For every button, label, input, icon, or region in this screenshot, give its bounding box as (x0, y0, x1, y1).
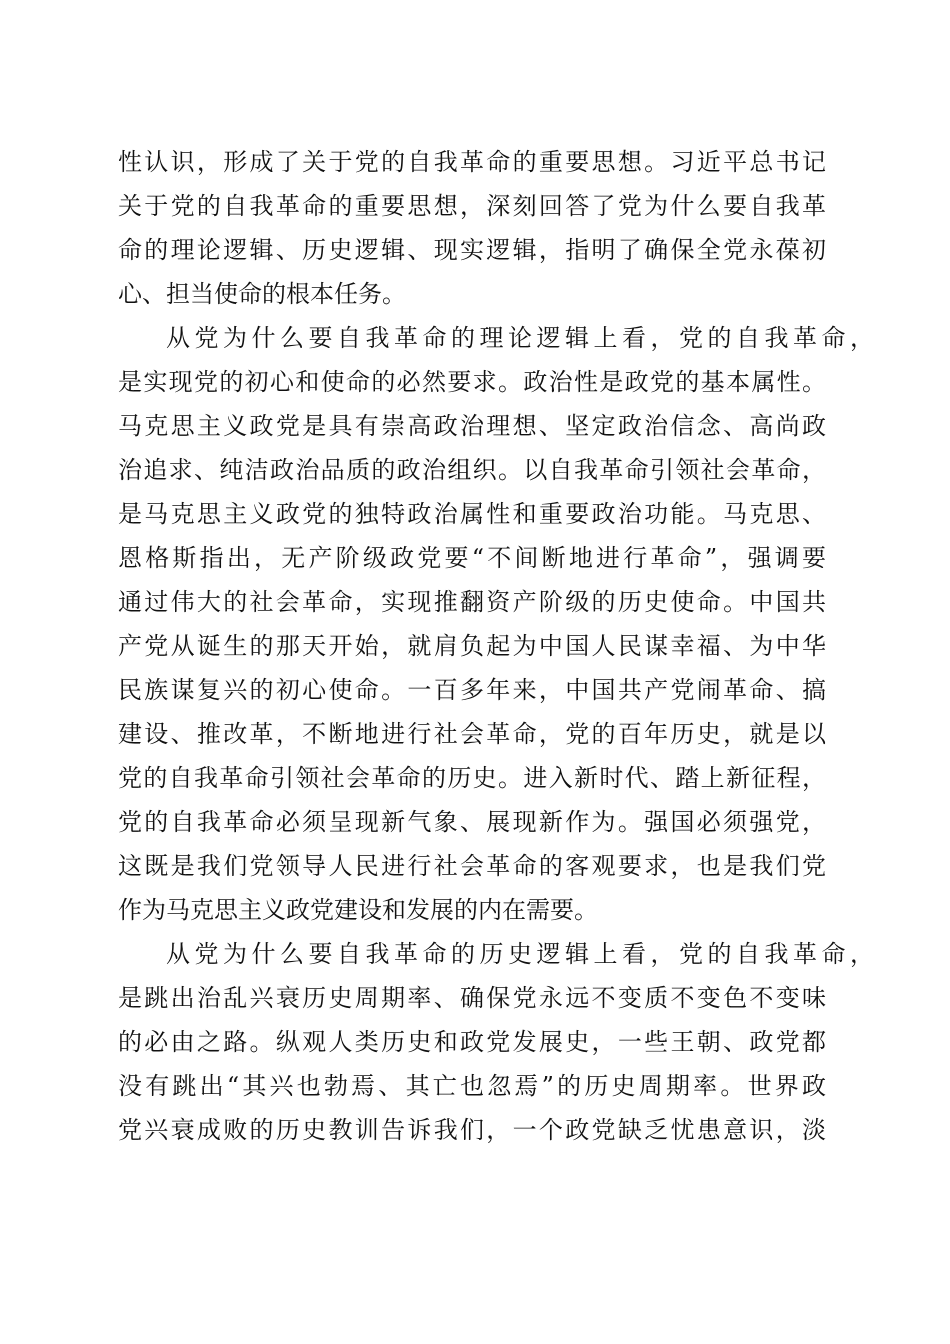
text-line: 党的自我革命引领社会革命的历史。进入新时代、踏上新征程， (118, 764, 826, 792)
text-line: 是跳出治乱兴衰历史周期率、确保党永远不变质不变色不变味 (118, 984, 826, 1012)
text-line: 马克思主义政党是具有崇高政治理想、坚定政治信念、高尚政 (118, 412, 826, 440)
text-line: 建设、推改革，不断地进行社会革命，党的百年历史，就是以 (118, 720, 826, 748)
text-line: 命的理论逻辑、历史逻辑、现实逻辑，指明了确保全党永葆初 (118, 236, 826, 264)
text-line: 治追求、纯洁政治品质的政治组织。以自我革命引领社会革命， (118, 456, 826, 484)
text-line: 从党为什么要自我革命的历史逻辑上看，党的自我革命， (166, 940, 874, 968)
text-line: 恩格斯指出，无产阶级政党要“不间断地进行革命”，强调要 (118, 544, 826, 572)
text-line: 关于党的自我革命的重要思想，深刻回答了党为什么要自我革 (118, 192, 826, 220)
text-line: 产党从诞生的那天开始，就肩负起为中国人民谋幸福、为中华 (118, 632, 826, 660)
text-line: 党的自我革命必须呈现新气象、展现新作为。强国必须强党， (118, 808, 826, 836)
text-line: 民族谋复兴的初心使命。一百多年来，中国共产党闹革命、搞 (118, 676, 826, 704)
text-line: 心、担当使命的根本任务。 (118, 280, 406, 308)
text-line: 性认识，形成了关于党的自我革命的重要思想。习近平总书记 (118, 148, 826, 176)
text-line: 从党为什么要自我革命的理论逻辑上看，党的自我革命， (166, 324, 874, 352)
text-line: 是马克思主义政党的独特政治属性和重要政治功能。马克思、 (118, 500, 826, 528)
document-body (118, 140, 874, 1152)
text-line: 没有跳出“其兴也勃焉、其亡也忽焉”的历史周期率。世界政 (118, 1072, 826, 1100)
text-line: 通过伟大的社会革命，实现推翻资产阶级的历史使命。中国共 (118, 588, 826, 616)
text-line: 是实现党的初心和使命的必然要求。政治性是政党的基本属性。 (118, 368, 826, 396)
text-line: 这既是我们党领导人民进行社会革命的客观要求，也是我们党 (118, 852, 826, 880)
text-line: 党兴衰成败的历史教训告诉我们，一个政党缺乏忧患意识，淡 (118, 1116, 826, 1144)
text-line: 作为马克思主义政党建设和发展的内在需要。 (118, 896, 598, 924)
text-line: 的必由之路。纵观人类历史和政党发展史，一些王朝、政党都 (118, 1028, 826, 1056)
